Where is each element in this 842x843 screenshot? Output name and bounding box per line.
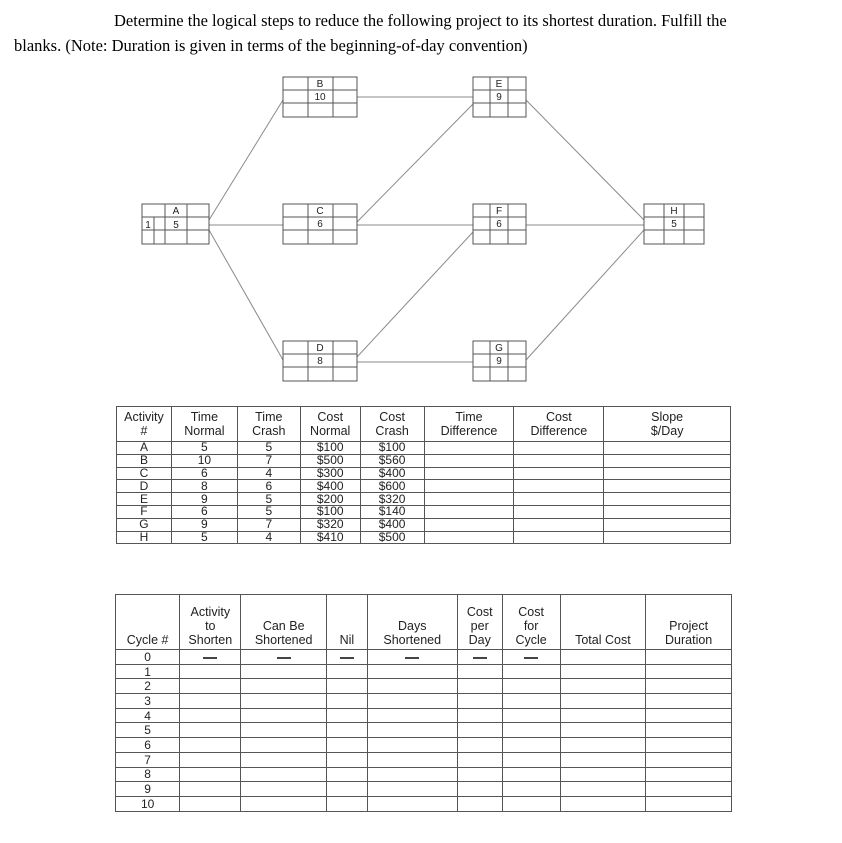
cycle-cell[interactable] (367, 723, 457, 738)
cycle-cell[interactable] (560, 708, 646, 723)
cycle-cell[interactable] (180, 723, 241, 738)
cycle-cell[interactable] (241, 738, 327, 753)
activity-cell-time-crash: 5 (237, 505, 300, 518)
cycle-cell[interactable] (327, 723, 368, 738)
cycle-cell[interactable] (457, 694, 502, 709)
node-c (283, 204, 357, 244)
activity-cell-cost-normal: $100 (300, 442, 360, 455)
cycle-row (116, 767, 732, 782)
cycle-cell[interactable] (502, 664, 560, 679)
activity-cell-time-crash: 7 (237, 454, 300, 467)
header-time-crash: Time Crash (237, 407, 300, 442)
activity-cell-cost-diff[interactable] (514, 467, 604, 480)
network-diagram (0, 0, 842, 400)
activity-cell-cost-diff[interactable] (514, 454, 604, 467)
cycle-cell[interactable] (502, 679, 560, 694)
cycle-cell[interactable] (502, 752, 560, 767)
cycle-cell[interactable] (502, 723, 560, 738)
cycle-cell[interactable] (646, 708, 732, 723)
cycle-cell[interactable] (180, 708, 241, 723)
header-cost-difference: Cost Difference (514, 407, 604, 442)
header-cost-crash: Cost Crash (360, 407, 424, 442)
arrow-d-f (357, 232, 473, 357)
dash-mark (405, 657, 419, 659)
cycle-row (116, 650, 732, 665)
activity-row (117, 454, 731, 467)
node-b-duration: 10 (314, 92, 326, 103)
arrow-e-h (526, 100, 644, 220)
dash-mark (277, 657, 291, 659)
cycle-row (116, 738, 732, 753)
cycle-cell[interactable] (646, 796, 732, 811)
cycle-cell[interactable] (646, 767, 732, 782)
cycle-cell (327, 650, 368, 665)
node-h-label: H (670, 206, 678, 217)
node-d-label: D (316, 343, 324, 354)
cycle-cell[interactable] (367, 752, 457, 767)
cycle-number: 2 (116, 679, 180, 694)
cycle-cell[interactable] (457, 708, 502, 723)
activity-cell-slope[interactable] (604, 518, 731, 531)
dash-mark (473, 657, 487, 659)
activity-cell-cost-crash: $100 (360, 442, 424, 455)
cycle-cell[interactable] (367, 796, 457, 811)
activity-cell-time-normal: 6 (171, 505, 237, 518)
node-c-label: C (316, 206, 324, 217)
header-time-difference: Time Difference (424, 407, 514, 442)
cycle-cell[interactable] (367, 708, 457, 723)
arrow-c-e (357, 104, 473, 222)
node-a-duration: 5 (173, 220, 179, 231)
activity-cell-activity: B (117, 454, 172, 467)
activity-cell-cost-normal: $100 (300, 505, 360, 518)
cycle-cell[interactable] (457, 796, 502, 811)
node-e-label: E (495, 79, 503, 90)
node-a-label: A (172, 206, 180, 217)
header-cost-normal: Cost Normal (300, 407, 360, 442)
instructions-line-1: Determine the logical steps to reduce the following project to its shortest duration. Fulfill the (114, 11, 727, 30)
activity-cell-time-diff[interactable] (424, 518, 514, 531)
cycle-cell[interactable] (560, 752, 646, 767)
cycle-cell[interactable] (241, 694, 327, 709)
network-arrows (209, 97, 644, 362)
activity-cell-cost-normal: $410 (300, 531, 360, 544)
cycle-cell[interactable] (327, 694, 368, 709)
activity-cell-cost-crash: $400 (360, 518, 424, 531)
cycle-cell[interactable] (502, 694, 560, 709)
header-can-be-shortened: Can Be Shortened (241, 595, 327, 650)
header-days-shortened: Days Shortened (367, 595, 457, 650)
cycle-table (115, 594, 732, 812)
activity-cell-time-diff[interactable] (424, 442, 514, 455)
cycle-cell[interactable] (560, 723, 646, 738)
activity-cell-time-normal: 10 (171, 454, 237, 467)
activity-row (117, 493, 731, 506)
node-f-duration: 6 (496, 219, 502, 230)
cycle-cell[interactable] (241, 679, 327, 694)
cycle-cell[interactable] (560, 650, 646, 665)
cycle-cell[interactable] (646, 679, 732, 694)
cycle-cell[interactable] (646, 723, 732, 738)
header-time-normal: Time Normal (171, 407, 237, 442)
activity-cell-slope[interactable] (604, 493, 731, 506)
cycle-cell[interactable] (327, 796, 368, 811)
activity-cell-time-normal: 8 (171, 480, 237, 493)
activity-cell-activity: F (117, 505, 172, 518)
activity-cell-activity: E (117, 493, 172, 506)
node-e-duration: 9 (496, 92, 502, 103)
header-project-duration: Project Duration (646, 595, 732, 650)
cycle-cell[interactable] (502, 767, 560, 782)
cycle-cell[interactable] (180, 738, 241, 753)
cycle-cell[interactable] (457, 738, 502, 753)
activity-cell-cost-normal: $400 (300, 480, 360, 493)
cycle-cell[interactable] (502, 782, 560, 797)
cycle-cell[interactable] (367, 679, 457, 694)
cycle-cell[interactable] (327, 782, 368, 797)
node-g (473, 341, 526, 381)
arrow-a-d (209, 230, 283, 360)
activity-cell-cost-diff[interactable] (514, 442, 604, 455)
cycle-cell[interactable] (646, 694, 732, 709)
cycle-cell[interactable] (180, 752, 241, 767)
dash-mark (524, 657, 538, 659)
cycle-cell[interactable] (180, 767, 241, 782)
arrow-g-h (526, 230, 644, 360)
cycle-cell[interactable] (457, 723, 502, 738)
activity-cell-cost-diff[interactable] (514, 493, 604, 506)
activity-cell-activity: G (117, 518, 172, 531)
cycle-row (116, 708, 732, 723)
cycle-cell[interactable] (560, 679, 646, 694)
activity-cell-activity: C (117, 467, 172, 480)
cycle-cell[interactable] (180, 782, 241, 797)
cycle-cell[interactable] (327, 767, 368, 782)
cycle-number: 5 (116, 723, 180, 738)
cycle-cell[interactable] (560, 796, 646, 811)
cycle-cell[interactable] (560, 782, 646, 797)
activity-cell-time-crash: 7 (237, 518, 300, 531)
node-c-duration: 6 (317, 219, 323, 230)
cycle-cell[interactable] (502, 738, 560, 753)
cycle-cell[interactable] (327, 708, 368, 723)
cycle-cell[interactable] (241, 752, 327, 767)
activity-cell-cost-normal: $320 (300, 518, 360, 531)
header-cost-for-cycle: Cost for Cycle (502, 595, 560, 650)
node-b-label: B (316, 79, 324, 90)
header-total-cost: Total Cost (560, 595, 646, 650)
node-d (283, 341, 357, 381)
cycle-cell[interactable] (241, 782, 327, 797)
cycle-cell[interactable] (241, 664, 327, 679)
activity-cell-time-crash: 6 (237, 480, 300, 493)
node-a-start: 1 (145, 220, 151, 231)
cycle-cell (180, 650, 241, 665)
node-b (283, 77, 357, 117)
cycle-number: 7 (116, 752, 180, 767)
cycle-number: 6 (116, 738, 180, 753)
cycle-cell[interactable] (646, 752, 732, 767)
cycle-cell[interactable] (180, 679, 241, 694)
cycle-cell[interactable] (367, 782, 457, 797)
activity-cell-cost-crash: $560 (360, 454, 424, 467)
header-slope: Slope $/Day (604, 407, 731, 442)
node-f-label: F (495, 206, 503, 217)
activity-cell-cost-diff[interactable] (514, 480, 604, 493)
cycle-row (116, 679, 732, 694)
activity-cell-slope[interactable] (604, 480, 731, 493)
header-cycle: Cycle # (116, 595, 180, 650)
cycle-row (116, 664, 732, 679)
header-nil: Nil (327, 595, 368, 650)
cycle-cell[interactable] (327, 738, 368, 753)
activity-cell-activity: H (117, 531, 172, 544)
cycle-number: 8 (116, 767, 180, 782)
activity-cell-cost-crash: $320 (360, 493, 424, 506)
cycle-cell[interactable] (327, 752, 368, 767)
node-a (142, 204, 209, 244)
activity-cell-time-diff[interactable] (424, 454, 514, 467)
cycle-cell[interactable] (457, 767, 502, 782)
activity-cell-cost-crash: $500 (360, 531, 424, 544)
activity-cell-time-normal: 5 (171, 531, 237, 544)
header-cost-per-day: Cost per Day (457, 595, 502, 650)
node-f (473, 204, 526, 244)
cycle-number: 1 (116, 664, 180, 679)
cycle-table-header (116, 595, 732, 650)
cycle-row (116, 723, 732, 738)
cycle-row (116, 796, 732, 811)
cycle-cell (502, 650, 560, 665)
cycle-cell[interactable] (180, 694, 241, 709)
cycle-cell[interactable] (560, 767, 646, 782)
node-d-duration: 8 (317, 356, 323, 367)
cycle-cell[interactable] (327, 679, 368, 694)
header-activity: Activity # (117, 407, 172, 442)
node-g-duration: 9 (496, 356, 502, 367)
cycle-cell[interactable] (560, 694, 646, 709)
activity-cell-cost-crash: $400 (360, 467, 424, 480)
cycle-cell[interactable] (457, 782, 502, 797)
activity-cell-slope[interactable] (604, 442, 731, 455)
activity-cell-cost-diff[interactable] (514, 505, 604, 518)
cycle-number: 10 (116, 796, 180, 811)
cycle-cell[interactable] (367, 694, 457, 709)
node-g-label: G (495, 343, 503, 354)
activity-cell-time-crash: 5 (237, 493, 300, 506)
dash-mark (203, 657, 217, 659)
activity-cell-time-crash: 4 (237, 467, 300, 480)
activity-cell-time-diff[interactable] (424, 493, 514, 506)
cycle-cell (457, 650, 502, 665)
cycle-number: 4 (116, 708, 180, 723)
cycle-number: 9 (116, 782, 180, 797)
activity-cell-time-diff[interactable] (424, 505, 514, 518)
activity-cell-time-diff[interactable] (424, 480, 514, 493)
activity-row (117, 480, 731, 493)
cycle-cell[interactable] (327, 664, 368, 679)
cycle-cell[interactable] (560, 738, 646, 753)
cycle-cell[interactable] (457, 664, 502, 679)
cycle-cell[interactable] (367, 664, 457, 679)
activity-cell-cost-diff[interactable] (514, 518, 604, 531)
cycle-cell[interactable] (646, 664, 732, 679)
cycle-row (116, 752, 732, 767)
node-e (473, 77, 526, 117)
cycle-cell[interactable] (367, 738, 457, 753)
cycle-cell[interactable] (646, 782, 732, 797)
cycle-cell[interactable] (646, 650, 732, 665)
cycle-cell[interactable] (241, 708, 327, 723)
activity-cell-time-crash: 4 (237, 531, 300, 544)
cycle-cell[interactable] (180, 664, 241, 679)
cycle-cell[interactable] (367, 767, 457, 782)
activity-row (117, 467, 731, 480)
cycle-row (116, 782, 732, 797)
activity-cell-time-normal: 5 (171, 442, 237, 455)
cycle-row (116, 694, 732, 709)
activity-row (117, 505, 731, 518)
cycle-number: 0 (116, 650, 180, 665)
activity-cell-cost-diff[interactable] (514, 531, 604, 544)
dash-mark (340, 657, 354, 659)
instructions-line-2: blanks. (Note: Duration is given in terms of the beginning-of-day convention) (14, 36, 528, 55)
activity-row (117, 518, 731, 531)
node-h (644, 204, 704, 244)
activity-cell-slope[interactable] (604, 454, 731, 467)
cycle-cell[interactable] (457, 679, 502, 694)
activity-cell-time-diff[interactable] (424, 531, 514, 544)
cycle-cell[interactable] (241, 796, 327, 811)
cycle-cell[interactable] (180, 796, 241, 811)
activity-cell-time-diff[interactable] (424, 467, 514, 480)
activity-cell-cost-normal: $500 (300, 454, 360, 467)
activity-cell-cost-normal: $300 (300, 467, 360, 480)
node-h-duration: 5 (671, 219, 677, 230)
activity-cell-activity: A (117, 442, 172, 455)
activity-cell-activity: D (117, 480, 172, 493)
activity-cell-time-normal: 9 (171, 518, 237, 531)
activity-cell-time-normal: 6 (171, 467, 237, 480)
activity-cell-slope[interactable] (604, 531, 731, 544)
activity-table-header (117, 407, 731, 442)
cycle-cell[interactable] (502, 708, 560, 723)
cycle-cell[interactable] (646, 738, 732, 753)
cycle-cell[interactable] (241, 767, 327, 782)
arrow-a-b (209, 100, 283, 220)
cycle-cell (241, 650, 327, 665)
activity-cell-slope[interactable] (604, 467, 731, 480)
header-activity-to-shorten: Activity to Shorten (180, 595, 241, 650)
activity-cell-cost-crash: $140 (360, 505, 424, 518)
cycle-cell (367, 650, 457, 665)
cycle-cell[interactable] (502, 796, 560, 811)
cycle-number: 3 (116, 694, 180, 709)
cycle-cell[interactable] (241, 723, 327, 738)
cycle-cell[interactable] (560, 664, 646, 679)
activity-cell-time-normal: 9 (171, 493, 237, 506)
activity-table (116, 406, 731, 544)
activity-cell-time-crash: 5 (237, 442, 300, 455)
activity-cell-cost-crash: $600 (360, 480, 424, 493)
activity-cell-cost-normal: $200 (300, 493, 360, 506)
cycle-cell[interactable] (457, 752, 502, 767)
activity-cell-slope[interactable] (604, 505, 731, 518)
activity-row (117, 531, 731, 544)
